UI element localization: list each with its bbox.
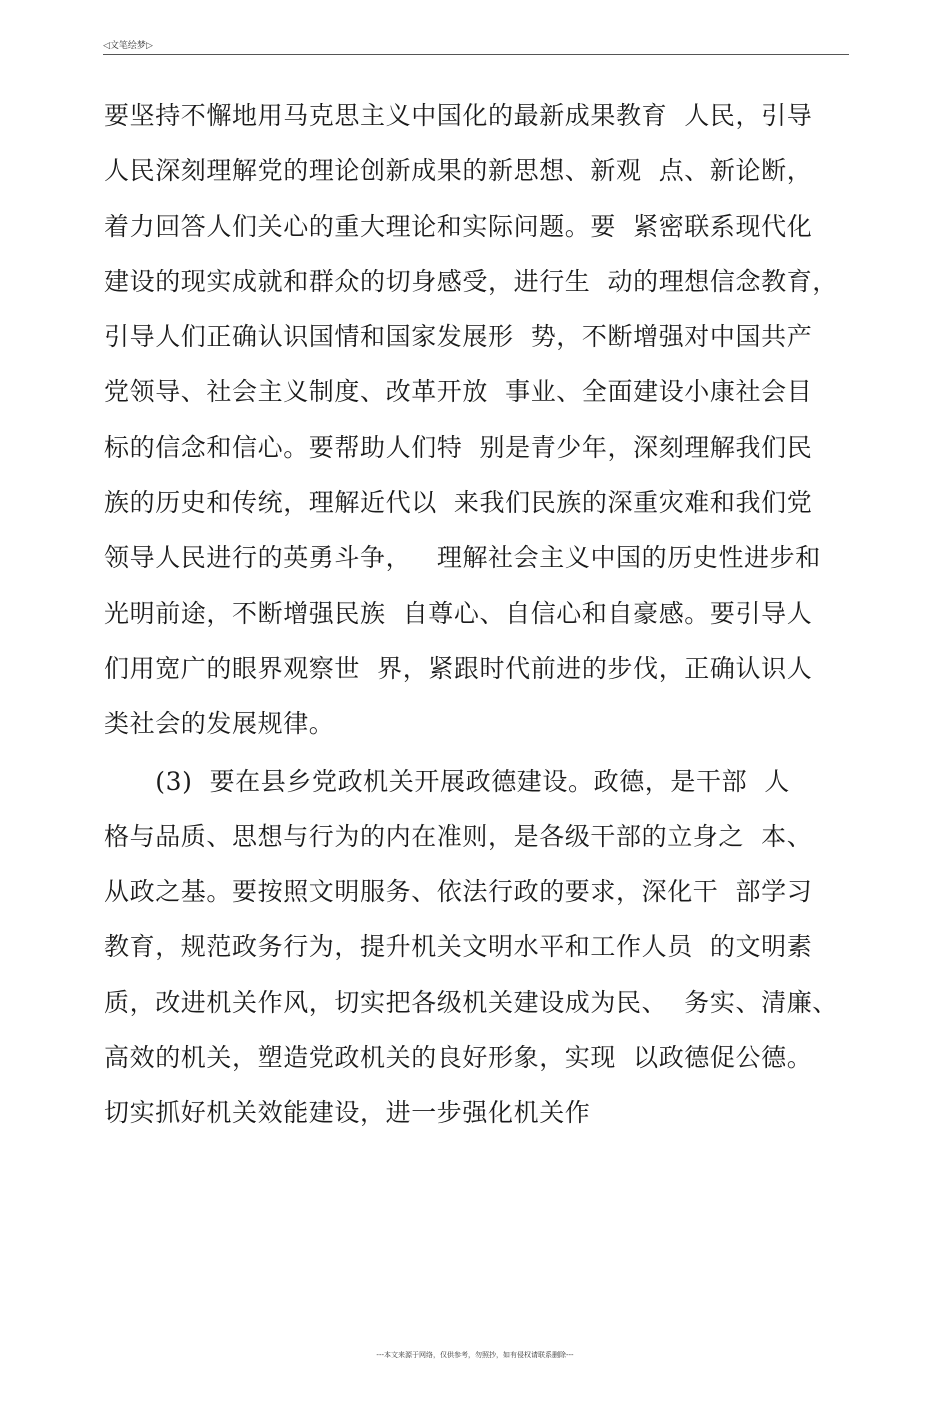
section-3-line: 格与品质、思想与行为的内在准则，是各级干部的立身之 本、 — [104, 821, 813, 851]
document-body — [104, 88, 854, 1141]
body-line: 人民深刻理解党的理论创新成果的新思想、新观 点、新论断， — [104, 156, 813, 186]
section-3-line: 切实抓好机关效能建设，进一步强化机关作 — [104, 1098, 591, 1128]
body-line: 领导人民进行的英勇斗争， 理解社会主义中国的历史性进步和 — [104, 543, 821, 573]
section-3-line: 高效的机关，塑造党政机关的良好形象，实现 以政德促公德。 — [104, 1043, 813, 1073]
page-header — [103, 40, 849, 55]
section-3-line: (3) 要在县乡党政机关开展政德建设。政德，是干部 人 — [104, 766, 790, 796]
page-footer: ---本文来源于网络，仅供参考，勿照抄，如有侵权请联系删除--- — [376, 1351, 574, 1359]
body-line: 类社会的发展规律。 — [104, 709, 335, 739]
body-line: 引导人们正确认识国情和国家发展形 势，不断增强对中国共产 — [104, 322, 813, 352]
body-line: 标的信念和信心。要帮助人们特 别是青少年，深刻理解我们民 — [104, 432, 813, 462]
body-line: 光明前途，不断增强民族 自尊心、自信心和自豪感。要引导人 — [104, 598, 813, 628]
body-line: 族的历史和传统，理解近代以 来我们民族的深重灾难和我们党 — [104, 488, 813, 518]
section-3-line: 从政之基。要按照文明服务、依法行政的要求，深化干 部学习 — [104, 877, 813, 907]
header-title: 文笔绘梦 — [109, 41, 146, 51]
section-3-line: 质，改进机关作风，切实把各级机关建设成为民、 务实、清廉、 — [104, 987, 838, 1017]
body-line: 党领导、社会主义制度、改革开放 事业、全面建设小康社会目 — [104, 377, 813, 407]
body-line: 着力回答人们关心的重大理论和实际问题。要 紧密联系现代化 — [104, 211, 813, 241]
body-line: 们用宽广的眼界观察世 界，紧跟时代前进的步伐，正确认识人 — [104, 653, 813, 683]
body-line: 建设的现实成就和群众的切身感受，进行生 动的理想信念教育， — [104, 266, 838, 296]
section-3-line: 教育，规范政务行为，提升机关文明水平和工作人员 的文明素 — [104, 932, 813, 962]
right-triangle-icon: ▷ — [145, 41, 153, 51]
left-triangle-icon: ◁ — [103, 41, 110, 51]
body-line: 要坚持不懈地用马克思主义中国化的最新成果教育 人民，引导 — [104, 101, 813, 130]
